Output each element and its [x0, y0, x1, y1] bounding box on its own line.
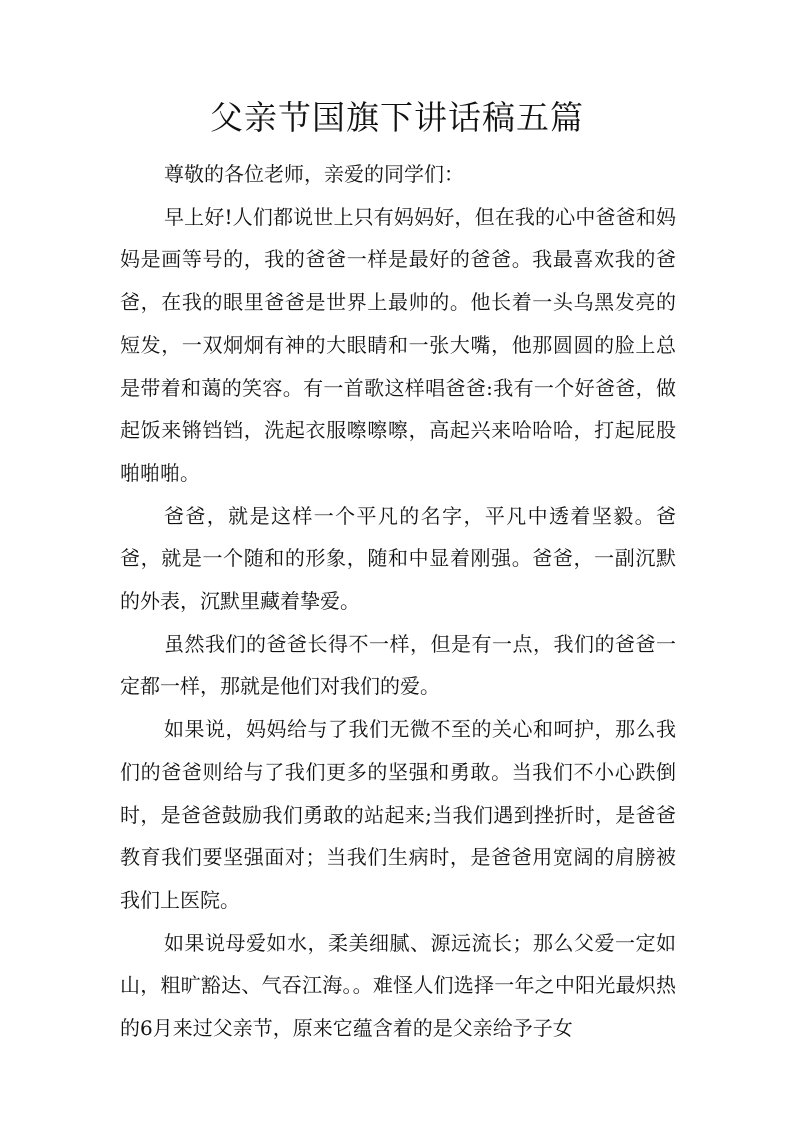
document-body: [120, 153, 676, 1050]
body-paragraph: 早上好!人们都说世上只有妈妈好，但在我的心中爸爸和妈妈是画等号的，我的爸爸一样是最好的爸爸。我最喜欢我的爸爸，在我的眼里爸爸是世界上最帅的。他长着一头乌黑发亮的短发，一双炯炯有神的大眼睛和一张大嘴，他那圆圆的脸上总是带着和蔼的笑容。有一首歌这样唱爸爸:我有一个好爸爸，做起饭来锵铛铛，洗起衣服嚓嚓嚓，高起兴来哈哈哈，打起屁股啪啪啪。: [120, 204, 676, 485]
salutation-paragraph: 尊敬的各位老师，亲爱的同学们：: [164, 162, 464, 186]
document-title: 父亲节国旗下讲话稿五篇: [210, 98, 584, 137]
body-paragraph: 如果说母爱如水，柔美细腻、源远流长；那么父爱一定如山，粗旷豁达、气吞江海。。难怪人们选择一年之中阳光最炽热的6月来过父亲节，原来它蕴含着的是父亲给予子女: [120, 930, 676, 1041]
body-paragraph: 虽然我们的爸爸长得不一样，但是有一点，我们的爸爸一定都一样，那就是他们对我们的爱。: [120, 631, 676, 699]
body-paragraph: 如果说，妈妈给与了我们无微不至的关心和呵护，那么我们的爸爸则给与了我们更多的坚强和勇敢。当我们不小心跌倒时，是爸爸鼓励我们勇敢的站起来;当我们遇到挫折时，是爸爸教育我们要坚强面对；当我们生病时，是爸爸用宽阔的肩膀被我们上医院。: [120, 717, 676, 912]
body-paragraph: 爸爸，就是这样一个平凡的名字，平凡中透着坚毅。爸爸，就是一个随和的形象，随和中显着刚强。爸爸，一副沉默的外表，沉默里藏着挚爱。: [120, 503, 676, 614]
